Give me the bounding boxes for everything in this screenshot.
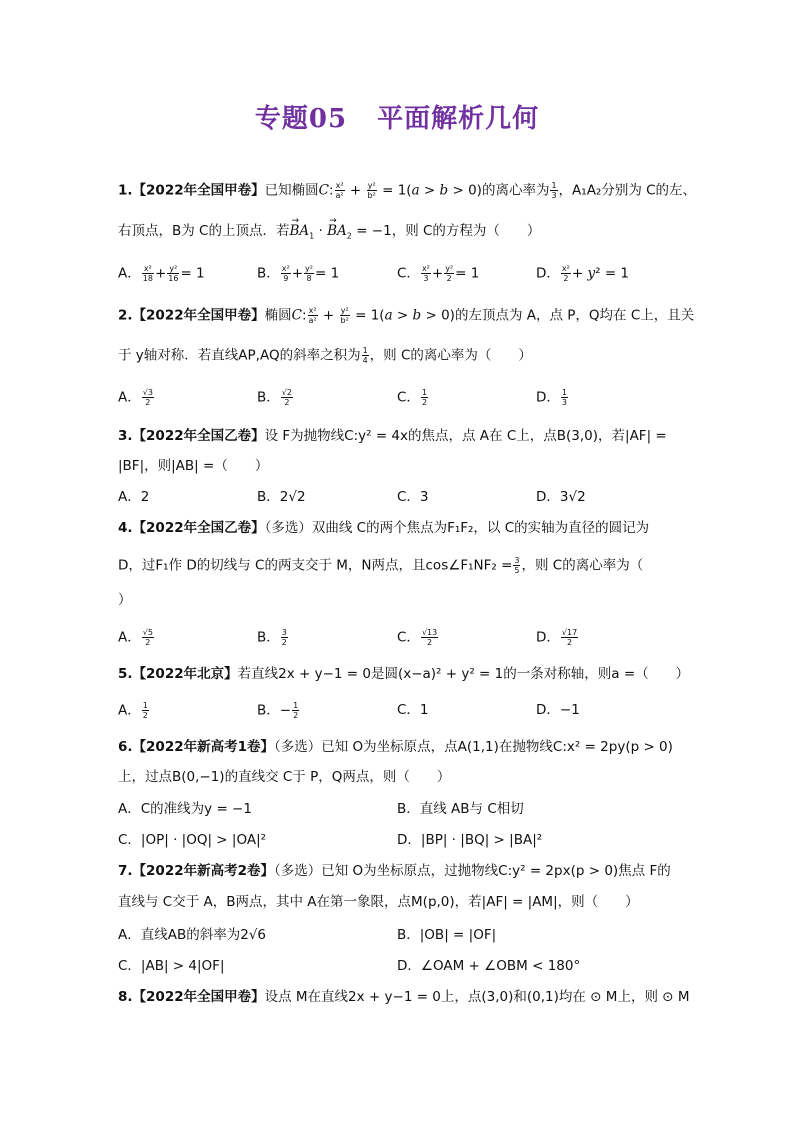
question-3-option-c: C．3 xyxy=(397,489,429,505)
question-3-option-d: D．3√2 xyxy=(536,489,586,505)
question-2-option-b: B． $\frac{√2}{2}$ xyxy=(257,388,292,407)
question-5-option-c: C．1 xyxy=(397,702,429,718)
question-1-option-c: C． $\frac{\text{x²}}{3}$ + $\frac{\text{y²}}{2}$ = 1 xyxy=(397,264,480,283)
question-5-option-a: A． $\frac{1}{2}$ xyxy=(118,701,148,720)
question-6-option-d: D．|BP| · |BQ| > |BA|² xyxy=(397,832,543,848)
question-6-line-1: 6.【2022年新高考1卷】（多选）已知 O为坐标原点，点A(1,1)在抛物线C:x² = 2py(p > 0) xyxy=(118,739,673,755)
question-6-option-c: C．|OP| · |OQ| > |OA|² xyxy=(118,832,267,848)
question-4-line-3: ） xyxy=(118,592,132,608)
question-1-option-b: B． $\frac{\text{x²}}{9}$ + $\frac{\text{y²}}{8}$ = 1 xyxy=(257,264,340,283)
question-8-line-1: 8.【2022年全国甲卷】设点 M在直线2x + y−1 = 0上，点(3,0)和(0,1)均在 ⊙ M上，则 ⊙ M xyxy=(118,989,690,1005)
question-6-line-2: 上，过点B(0,−1)的直线交 C于 P，Q两点，则（ ） xyxy=(118,769,451,785)
question-7-option-b: B．|OB| = |OF| xyxy=(397,927,497,943)
question-5-option-b: B．− $\frac{1}{2}$ xyxy=(257,701,299,720)
question-1-line-1: 1.【2022年全国甲卷】已知椭圆C: $\frac{\text{x²}}{\text{a²}}$ + $\frac{\text{y²}}{\text{b²}}$ = 1(a > b > 0)的离心率为 $\frac{1}{3}$ ，A₁A₂分别为 C的左、 xyxy=(118,181,697,200)
question-2-option-c: C． $\frac{1}{2}$ xyxy=(397,388,428,407)
question-1-option-d: D． $\frac{\text{x²}}{2}$ + y² = 1 xyxy=(536,264,630,283)
question-2-line-2: 于 y轴对称．若直线AP,AQ的斜率之积为 $\frac{1}{4}$ ，则 C的离心率为（ ） xyxy=(118,346,532,365)
question-4-option-a: A． $\frac{√5}{2}$ xyxy=(118,628,153,647)
question-4-option-d: D． $\frac{√17}{2}$ xyxy=(536,628,578,647)
question-4-option-b: B． $\frac{3}{2}$ xyxy=(257,628,287,647)
question-4-line-2: D，过F₁作 D的切线与 C的两支交于 M，N两点，且cos∠F₁NF₂ = $\frac{3}{5}$ ，则 C的离心率为（ xyxy=(118,556,644,575)
question-7-option-d: D．∠OAM + ∠OBM < 180° xyxy=(397,958,581,974)
question-3-line-1: 3.【2022年全国乙卷】设 F为抛物线C:y² = 4x的焦点，点 A在 C上，点B(3,0)，若|AF| = xyxy=(118,428,667,444)
question-4-line-1: 4.【2022年全国乙卷】（多选）双曲线 C的两个焦点为F₁F₂，以 C的实轴为直径的圆记为 xyxy=(118,520,650,536)
question-1-option-a: A． $\frac{\text{x²}}{18}$ + $\frac{\text{y²}}{16}$ = 1 xyxy=(118,264,205,283)
question-6-option-a: A．C的准线为y = −1 xyxy=(118,801,252,817)
question-7-line-1: 7.【2022年新高考2卷】（多选）已知 O为坐标原点，过抛物线C:y² = 2px(p > 0)焦点 F的 xyxy=(118,863,671,879)
question-2-option-d: D． $\frac{1}{3}$ xyxy=(536,388,567,407)
question-7-option-c: C．|AB| > 4|OF| xyxy=(118,958,225,974)
question-3-option-b: B．2√2 xyxy=(257,489,306,505)
question-5-line-1: 5.【2022年北京】若直线2x + y−1 = 0是圆(x−a)² + y² = 1的一条对称轴，则a =（ ） xyxy=(118,666,690,682)
question-7-option-a: A．直线AB的斜率为2√6 xyxy=(118,927,267,943)
question-6-option-b: B．直线 AB与 C相切 xyxy=(397,801,524,817)
page-title: 专题05 平面解析几何 xyxy=(254,104,540,134)
question-1-line-2: 右顶点，B为 C的上顶点．若→ $BA_1$ · → $BA_2 = -1$，则 C的方程为（ ） xyxy=(118,222,676,246)
question-3-line-2: |BF|，则|AB| =（ ） xyxy=(118,458,269,474)
question-7-line-2: 直线与 C交于 A，B两点，其中 A在第一象限，点M(p,0)，若|AF| = |AM|，则（ ） xyxy=(118,894,639,910)
question-4-option-c: C． $\frac{√13}{2}$ xyxy=(397,628,438,647)
question-2-option-a: A． $\frac{√3}{2}$ xyxy=(118,388,153,407)
question-3-option-a: A．2 xyxy=(118,489,150,505)
question-5-option-d: D．−1 xyxy=(536,702,580,718)
question-2-line-1: 2.【2022年全国甲卷】椭圆C: $\frac{\text{x²}}{\text{a²}}$ + $\frac{\text{y²}}{\text{b²}}$ = 1(a > b > 0)的左顶点为 A，点 P，Q均在 C上，且关 xyxy=(118,306,695,325)
